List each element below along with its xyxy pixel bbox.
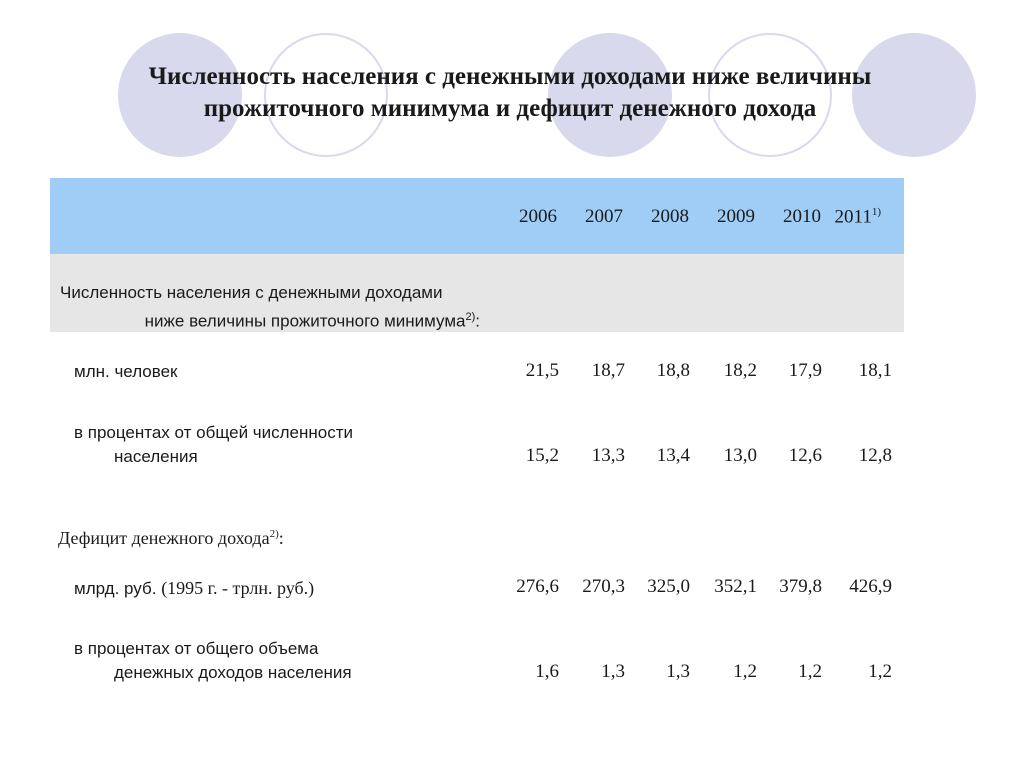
row-pct-pop-value: 13,3 — [591, 445, 625, 466]
section1-label-suffix: : — [475, 311, 480, 331]
year-header-2006: 2006 — [519, 206, 557, 227]
row-pct-income-value: 1,6 — [535, 661, 559, 682]
row-mln-value: 18,8 — [656, 360, 690, 381]
section2-label-text: Дефицит денежного дохода — [58, 528, 270, 548]
section2-label-suffix: : — [278, 528, 284, 548]
row-mln-value: 18,1 — [858, 360, 892, 381]
slide-title-line1: Численность населения с денежными доходами ниже величины — [148, 63, 872, 90]
row-pct-income-value: 1,3 — [666, 661, 690, 682]
section1-label-line2-text: ниже величины прожиточного минимума — [144, 311, 466, 331]
year-header-2011 — [821, 206, 881, 228]
row-pct-income-value: 1,2 — [733, 661, 757, 682]
row-bln-value: 270,3 — [582, 576, 625, 597]
section1-label-line1: Численность населения с денежными доходами — [60, 283, 443, 302]
section1-label-line2 — [60, 305, 480, 334]
row-pct-pop-value: 13,0 — [723, 445, 757, 466]
row-pct-income-label-line2: денежных доходов населения — [114, 663, 352, 682]
row-pct-income-label-line1: в процентах от общего объема — [74, 639, 319, 658]
row-pct-pop-label-line2: населения — [114, 447, 198, 466]
year-header-2007: 2007 — [585, 206, 623, 227]
row-mln-label: млн. человек — [74, 362, 178, 381]
row-bln-label-a: млрд. руб. — [74, 579, 162, 598]
row-mln-value: 18,2 — [723, 360, 757, 381]
row-pct-pop-value: 13,4 — [656, 445, 690, 466]
row-bln-value: 325,0 — [647, 576, 690, 597]
row-bln-value: 276,6 — [516, 576, 559, 597]
row-pct-income-value: 1,2 — [798, 661, 822, 682]
year-header-2010: 2010 — [783, 206, 821, 227]
year-footnote-mark: 1) — [871, 206, 881, 218]
section1-label — [60, 281, 480, 334]
section2-footnote-mark: 2) — [269, 528, 279, 540]
year-header-2011-value: 2011 — [834, 206, 872, 228]
section2-label — [58, 522, 284, 550]
slide-title-line2: прожиточного минимума и дефицит денежного дохода — [203, 95, 817, 122]
year-header-2008: 2008 — [651, 206, 689, 227]
row-bln-value: 426,9 — [849, 576, 892, 597]
row-pct-pop-label-line1: в процентах от общей численности — [74, 423, 354, 442]
row-pct-pop-label — [74, 421, 353, 469]
row-pct-pop-value: 15,2 — [525, 445, 559, 466]
row-bln-value: 379,8 — [779, 576, 822, 597]
row-mln-value: 21,5 — [525, 360, 559, 381]
row-bln-value: 352,1 — [714, 576, 757, 597]
row-pct-pop-value: 12,6 — [788, 445, 822, 466]
row-pct-pop-value: 12,8 — [858, 445, 892, 466]
year-header-2009: 2009 — [717, 206, 755, 227]
row-bln-label — [74, 576, 314, 601]
row-pct-income-value: 1,3 — [601, 661, 625, 682]
row-mln-value: 17,9 — [788, 360, 822, 381]
row-mln-value: 18,7 — [591, 360, 625, 381]
row-pct-income-value: 1,2 — [868, 661, 892, 682]
row-bln-label-b: (1995 г. - трлн. руб.) — [161, 578, 315, 598]
section1-footnote-mark: 2) — [465, 311, 476, 323]
row-pct-income-label — [74, 637, 352, 685]
slide-title — [60, 61, 960, 125]
